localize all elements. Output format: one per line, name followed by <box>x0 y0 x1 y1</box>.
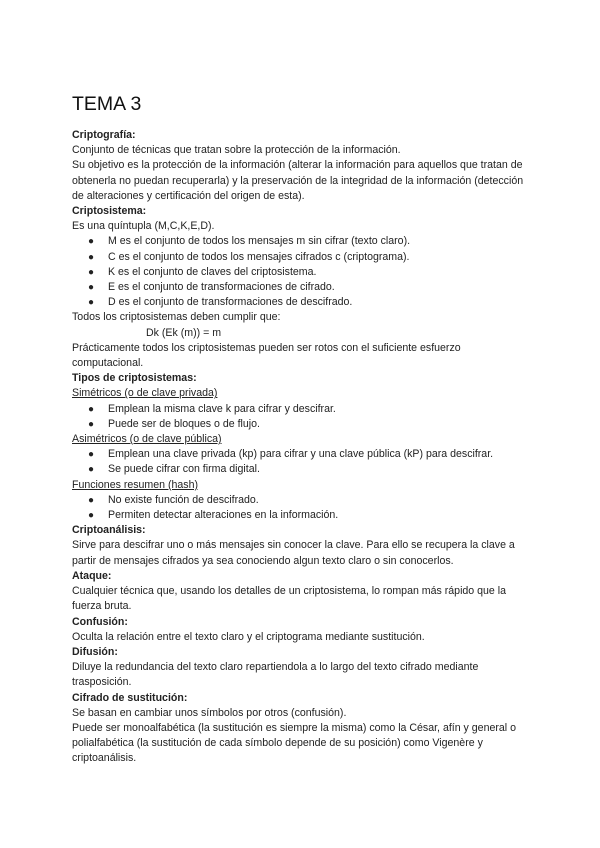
list-item <box>72 234 532 249</box>
list-item <box>72 493 532 508</box>
bullet-icon: ● <box>88 282 95 294</box>
paragraph-criptosistema-closing: Prácticamente todos los criptosistemas pueden ser rotos con el suficiente esfuerzo computacional. <box>72 341 461 370</box>
list-item-text: Emplean la misma clave k para cifrar y descifrar. <box>108 402 336 415</box>
page-title: TEMA 3 <box>72 93 142 115</box>
paragraph-sustitucion-1: Se basan en cambiar unos símbolos por otros (confusión). <box>72 706 347 719</box>
subheading-simetricos: Simétricos (o de clave privada) <box>72 387 218 400</box>
bullet-icon: ● <box>88 494 95 506</box>
list-item-text: C es el conjunto de todos los mensajes cifrados c (criptograma). <box>108 250 410 263</box>
heading-ataque: Ataque: <box>72 569 112 582</box>
document-body <box>72 92 532 767</box>
hash-list <box>72 493 532 523</box>
list-item <box>72 250 532 265</box>
formula: Dk (Ek (m)) = m <box>146 326 222 339</box>
paragraph-criptografia-objetivo: Su objetivo es la protección de la información (alterar la información para aquellos que tratan de obtenerla no puedan recuperarla) y la preservación de la integridad de la información (detección de alteraciones y certificación del origen de esta). <box>72 159 524 202</box>
bullet-icon: ● <box>88 418 95 430</box>
heading-cifrado-sustitucion: Cifrado de sustitución: <box>72 691 188 704</box>
simetricos-list <box>72 402 532 432</box>
list-item <box>72 447 532 462</box>
paragraph-criptografia-def: Conjunto de técnicas que tratan sobre la protección de la información. <box>72 144 401 157</box>
list-item <box>72 280 532 295</box>
list-item-text: Se puede cifrar con firma digital. <box>108 463 260 476</box>
heading-criptosistema: Criptosistema: <box>72 205 147 218</box>
list-item <box>72 417 532 432</box>
paragraph-sustitucion-2: Puede ser monoalfabética (la sustitución es siempre la misma) como la César, afín y general o polialfabética (la sustitución de cada símbolo depende de su posición) como Vigenère y criptoanálisis. <box>72 721 516 765</box>
list-item <box>72 508 532 523</box>
bullet-icon: ● <box>88 464 95 476</box>
list-item-text: No existe función de descifrado. <box>108 493 259 506</box>
criptosistema-list <box>72 234 532 310</box>
list-item-text: E es el conjunto de transformaciones de cifrado. <box>108 281 335 294</box>
heading-tipos: Tipos de criptosistemas: <box>72 372 197 385</box>
list-item <box>72 402 532 417</box>
paragraph-ataque: Cualquier técnica que, usando los detalles de un criptosistema, lo rompan más rápido que la fuerza bruta. <box>72 585 507 613</box>
asimetricos-list <box>72 447 532 477</box>
heading-criptoanalisis: Criptoanálisis: <box>72 524 146 537</box>
bullet-icon: ● <box>88 510 95 522</box>
heading-difusion: Difusión: <box>72 645 118 658</box>
bullet-icon: ● <box>88 297 95 309</box>
paragraph-difusion: Diluye la redundancia del texto claro repartiendola a lo largo del texto cifrado mediante trasposición. <box>72 661 479 689</box>
list-item-text: D es el conjunto de transformaciones de descifrado. <box>108 296 353 309</box>
paragraph-confusion: Oculta la relación entre el texto claro y el criptograma mediante sustitución. <box>72 630 425 643</box>
subheading-hash: Funciones resumen (hash) <box>72 478 199 491</box>
bullet-icon: ● <box>88 236 95 248</box>
bullet-icon: ● <box>88 403 95 415</box>
list-item-text: K es el conjunto de claves del criptosistema. <box>108 265 317 278</box>
paragraph-criptoanalisis: Sirve para descifrar uno o más mensajes sin conocer la clave. Para ello se recupera la clave a partir de mensajes cifrados ya sea conociendo algun texto claro o sin conocerlos. <box>72 539 515 567</box>
bullet-icon: ● <box>88 449 95 461</box>
list-item <box>72 265 532 280</box>
list-item-text: Puede ser de bloques o de flujo. <box>108 417 260 430</box>
paragraph-criptosistema-intro: Es una quíntupla (M,C,K,E,D). <box>72 220 215 233</box>
subheading-asimetricos: Asimétricos (o de clave pública) <box>72 433 222 446</box>
bullet-icon: ● <box>88 251 95 263</box>
list-item <box>72 462 532 477</box>
list-item-text: Permiten detectar alteraciones en la información. <box>108 509 339 522</box>
bullet-icon: ● <box>88 266 95 278</box>
paragraph-rule: Todos los criptosistemas deben cumplir que: <box>72 311 281 324</box>
heading-confusion: Confusión: <box>72 615 128 628</box>
list-item-text: Emplean una clave privada (kp) para cifrar y una clave pública (kP) para descifrar. <box>108 448 494 461</box>
list-item <box>72 295 532 310</box>
heading-criptografia: Criptografía: <box>72 129 136 141</box>
list-item-text: M es el conjunto de todos los mensajes m sin cifrar (texto claro). <box>108 235 411 248</box>
